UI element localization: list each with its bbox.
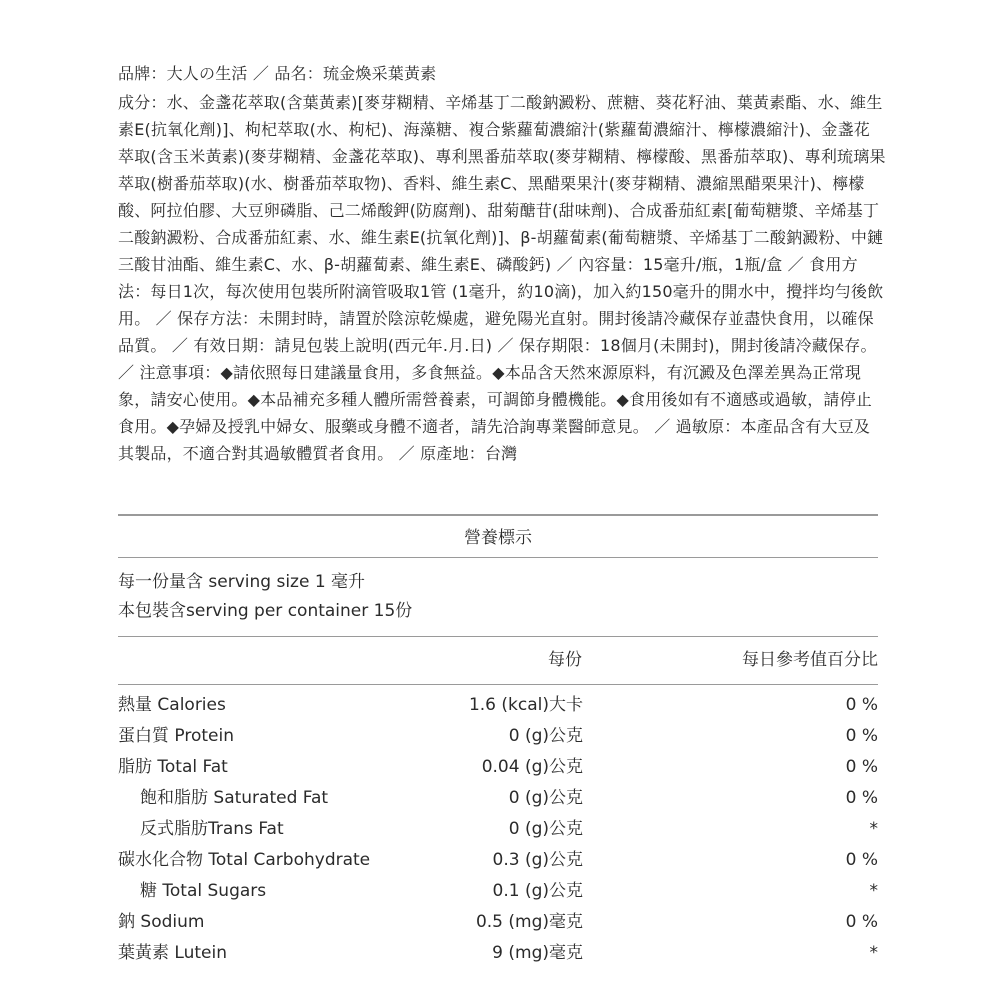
nutrition-row bbox=[118, 845, 878, 876]
nutrient-amount: 0 (g)公克 bbox=[508, 819, 583, 839]
nutrient-daily-value: * bbox=[869, 943, 878, 963]
title-divider bbox=[118, 557, 878, 558]
nutrient-name: 碳水化合物 Total Carbohydrate bbox=[118, 850, 371, 870]
nutrient-name: 飽和脂肪 Saturated Fat bbox=[140, 788, 329, 808]
nutrient-daily-value: 0 % bbox=[845, 695, 878, 715]
nutrition-title: 營養標示 bbox=[464, 528, 532, 548]
nutrient-daily-value: 0 % bbox=[845, 912, 878, 932]
ingredients-paragraph: 成分：水、金盞花萃取(含葉黃素)[麥芽糊精、辛烯基丁二酸鈉澱粉、蔗糖、葵花籽油、葉黃素酯、水、維生素E(抗氧化劑)]、枸杞萃取(水、枸杞)、海藻糖、複合紫蘿蔔濃縮汁(紫蘿蔔濃縮汁、檸檬濃縮汁)、金盞花萃取(含玉米黃素)(麥芽糊精、金盞花萃取)、專利黑番茄萃取(麥芽糊精、檸檬酸、黑番茄萃取)、專利琉璃果萃取(樹番茄萃取)(水、樹番茄萃取物)、香料、維生素C、黑醋栗果汁(麥芽糊精、濃縮黑醋栗果汁)、檸檬酸、阿拉伯膠、大豆卵磷脂、己二烯酸鉀(防腐劑)、甜菊醣苷(甜味劑)、合成番茄紅素[葡萄糖漿、辛烯基丁二酸鈉澱粉、合成番茄紅素、水、維生素E(抗氧化劑)]、β-胡蘿蔔素(葡萄糖漿、辛烯基丁二酸鈉澱粉、中鏈三酸甘油酯、維生素C、水、β-胡蘿蔔素、維生素E、磷酸鈣) ／ 內容量：15毫升/瓶，1瓶/盒 ／ 食用方法：每日1次，每次使用包裝所附滴管吸取1管 (1毫升，約10滴)，加入約150毫升的開水中，攪拌均勻後飲用。 ／ 保存方法：未開封時，請置於陰涼乾燥處，避免陽光直射。開封後請冷藏保存並盡快食用，以確保品質。 ／ 有效日期：請見包裝上說明(西元年.月.日) ／ 保存期限：18個月(未開封)，開封後請冷藏保存。 ／ 注意事項：◆請依照每日建議量食用，多食無益。◆本品含天然來源原料，有沉澱及色澤差異為正常現象，請安心使用。◆本品補充多種人體所需營養素，可調節身體機能。◆食用後如有不適感或過敏，請停止食用。◆孕婦及授乳中婦女、服藥或身體不適者，請先洽詢專業醫師意見。 ／ 過敏原：本產品含有大豆及其製品，不適合對其過敏體質者食用。 ／ 原產地：台灣 bbox=[118, 93, 886, 463]
nutrient-amount: 0 (g)公克 bbox=[508, 726, 583, 746]
nutrition-row bbox=[118, 721, 878, 752]
nutrient-amount: 1.6 (kcal)大卡 bbox=[468, 695, 583, 715]
nutrient-name: 脂肪 Total Fat bbox=[118, 757, 228, 777]
brand-line: 品牌：大人の生活 ／ 品名：琉金煥采葉黃素 bbox=[118, 64, 437, 83]
nutrient-daily-value: 0 % bbox=[845, 850, 878, 870]
nutrient-amount: 0.3 (g)公克 bbox=[492, 850, 583, 870]
product-info-text bbox=[118, 60, 886, 469]
nutrient-daily-value: 0 % bbox=[845, 757, 878, 777]
nutrition-row bbox=[118, 783, 878, 814]
nutrient-daily-value: * bbox=[869, 881, 878, 901]
nutrient-name: 鈉 Sodium bbox=[118, 912, 205, 932]
nutrition-row bbox=[118, 752, 878, 783]
nutrient-name: 糖 Total Sugars bbox=[140, 881, 267, 901]
nutrient-name: 熱量 Calories bbox=[118, 695, 226, 715]
servings-per-container: 本包裝含serving per container 15份 bbox=[118, 601, 413, 621]
nutrient-name: 葉黃素 Lutein bbox=[118, 943, 227, 963]
nutrient-amount: 9 (mg)毫克 bbox=[492, 943, 583, 963]
nutrient-daily-value: * bbox=[869, 819, 878, 839]
nutrient-name: 反式脂肪Trans Fat bbox=[140, 819, 284, 839]
nutrient-amount: 0.04 (g)公克 bbox=[481, 757, 583, 777]
nutrition-row bbox=[118, 907, 878, 938]
serving-size: 每一份量含 serving size 1 毫升 bbox=[118, 572, 366, 592]
nutrient-daily-value: 0 % bbox=[845, 726, 878, 746]
nutrition-row bbox=[118, 690, 878, 721]
nutrition-row bbox=[118, 938, 878, 969]
col-header-per-serving: 每份 bbox=[548, 650, 582, 670]
header-divider bbox=[118, 684, 878, 685]
nutrient-amount: 0.1 (g)公克 bbox=[492, 881, 583, 901]
nutrition-row bbox=[118, 814, 878, 845]
nutrient-amount: 0 (g)公克 bbox=[508, 788, 583, 808]
nutrition-row bbox=[118, 876, 878, 907]
serving-divider bbox=[118, 636, 878, 637]
nutrient-amount: 0.5 (mg)毫克 bbox=[475, 912, 583, 932]
nutrient-name: 蛋白質 Protein bbox=[118, 726, 234, 746]
nutrition-top-rule bbox=[118, 514, 878, 516]
nutrient-daily-value: 0 % bbox=[845, 788, 878, 808]
col-header-daily-value: 每日參考值百分比 bbox=[742, 650, 878, 670]
